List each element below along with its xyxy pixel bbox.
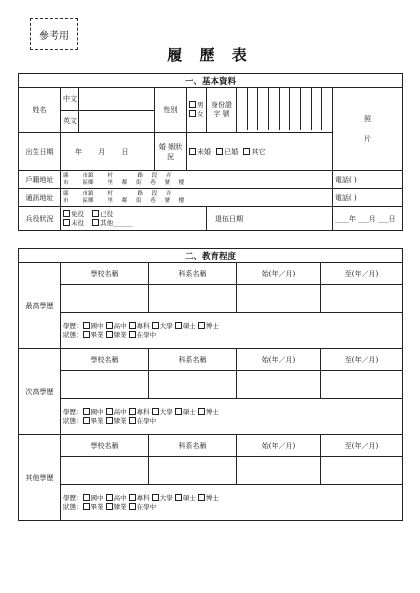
exempt-checkbox[interactable] bbox=[63, 210, 70, 217]
degree-checkbox[interactable] bbox=[175, 408, 182, 415]
birth-date-field[interactable]: 年 月 日 bbox=[61, 133, 155, 171]
col-dept-header: 科系名稱 bbox=[149, 349, 237, 371]
married-checkbox[interactable] bbox=[216, 148, 223, 155]
degree-label: 國中 bbox=[90, 407, 104, 416]
degree-label: 博士 bbox=[205, 493, 219, 502]
degree-checkbox[interactable] bbox=[175, 494, 182, 501]
household-address-label: 戶籍地址 bbox=[19, 171, 61, 189]
military-label: 兵役狀況 bbox=[19, 207, 61, 231]
col-school-header: 學校名稱 bbox=[61, 349, 149, 371]
col-end-header: 至(年／月) bbox=[321, 349, 403, 371]
dept-field[interactable] bbox=[149, 285, 237, 313]
school-field[interactable] bbox=[61, 457, 149, 485]
status-prefix: 狀態： bbox=[63, 502, 83, 511]
col-school-header: 學校名稱 bbox=[61, 263, 149, 285]
degree-label: 專科 bbox=[136, 493, 150, 502]
status-label: 畢業 bbox=[90, 416, 104, 425]
degree-checkbox[interactable] bbox=[198, 322, 205, 329]
status-checkbox[interactable] bbox=[83, 331, 90, 338]
col-end-header: 至(年／月) bbox=[321, 263, 403, 285]
dept-field[interactable] bbox=[149, 371, 237, 399]
education-table bbox=[18, 248, 403, 521]
id-number-boxes[interactable] bbox=[237, 88, 333, 133]
school-field[interactable] bbox=[61, 285, 149, 313]
mailing-phone-field[interactable]: 電話( ) bbox=[333, 189, 403, 207]
gender-options bbox=[187, 88, 207, 133]
degree-checkbox[interactable] bbox=[129, 494, 136, 501]
degree-label: 專科 bbox=[136, 321, 150, 330]
degree-checkbox[interactable] bbox=[152, 408, 159, 415]
id-digit-grid bbox=[237, 88, 332, 132]
start-field[interactable] bbox=[237, 371, 321, 399]
degree-prefix: 學歷： bbox=[63, 321, 83, 330]
end-field[interactable] bbox=[321, 371, 403, 399]
page-title: 履 歷 表 bbox=[167, 46, 253, 64]
english-name-field[interactable] bbox=[79, 110, 155, 133]
english-label: 英文 bbox=[61, 110, 79, 133]
degree-checkbox[interactable] bbox=[152, 494, 159, 501]
marriage-label: 婚 姻狀 況 bbox=[155, 133, 187, 171]
degree-label: 博士 bbox=[205, 407, 219, 416]
degree-checkbox[interactable] bbox=[198, 494, 205, 501]
status-prefix: 狀態： bbox=[63, 416, 83, 425]
school-field[interactable] bbox=[61, 371, 149, 399]
degree-prefix: 學歷： bbox=[63, 493, 83, 502]
section-education-heading: 二、教育程度 bbox=[19, 249, 403, 263]
status-checkbox[interactable] bbox=[129, 417, 136, 424]
status-checkbox[interactable] bbox=[106, 417, 113, 424]
status-checkbox[interactable] bbox=[83, 503, 90, 510]
not-served-checkbox[interactable] bbox=[63, 219, 70, 226]
degree-label: 碩士 bbox=[182, 407, 196, 416]
status-label: 在學中 bbox=[136, 330, 157, 339]
status-label: 畢業 bbox=[90, 502, 104, 511]
chinese-name-field[interactable] bbox=[79, 88, 155, 111]
status-checkbox[interactable] bbox=[106, 331, 113, 338]
id-label: 身份證字 號 bbox=[207, 88, 237, 133]
start-field[interactable] bbox=[237, 457, 321, 485]
degree-label: 博士 bbox=[205, 321, 219, 330]
end-field[interactable] bbox=[321, 457, 403, 485]
status-label: 肄業 bbox=[113, 416, 127, 425]
basic-info-table bbox=[18, 73, 403, 231]
male-option[interactable]: 男 bbox=[189, 101, 204, 110]
degree-checkbox[interactable] bbox=[129, 408, 136, 415]
col-dept-header: 科系名稱 bbox=[149, 263, 237, 285]
col-dept-header: 科系名稱 bbox=[149, 435, 237, 457]
degree-status-options bbox=[61, 399, 403, 435]
status-label: 畢業 bbox=[90, 330, 104, 339]
status-label: 肄業 bbox=[113, 330, 127, 339]
col-start-header: 始(年／月) bbox=[237, 263, 321, 285]
male-checkbox[interactable] bbox=[189, 101, 196, 108]
chinese-label: 中文 bbox=[61, 88, 79, 111]
col-end-header: 至(年／月) bbox=[321, 435, 403, 457]
col-start-header: 始(年／月) bbox=[237, 349, 321, 371]
status-prefix: 狀態： bbox=[63, 330, 83, 339]
status-label: 在學中 bbox=[136, 502, 157, 511]
name-label: 姓名 bbox=[19, 88, 61, 133]
degree-checkbox[interactable] bbox=[106, 494, 113, 501]
degree-status-options bbox=[61, 313, 403, 349]
military-options: 免役 已役 未役 其他______ bbox=[61, 207, 207, 231]
degree-label: 高中 bbox=[113, 407, 127, 416]
degree-label: 專科 bbox=[136, 407, 150, 416]
female-option[interactable]: 女 bbox=[189, 110, 204, 119]
edu-row-label: 最高學歷 bbox=[19, 263, 61, 349]
degree-status-options bbox=[61, 485, 403, 521]
degree-checkbox[interactable] bbox=[83, 408, 90, 415]
military-other-checkbox[interactable] bbox=[92, 219, 99, 226]
degree-checkbox[interactable] bbox=[175, 322, 182, 329]
end-field[interactable] bbox=[321, 285, 403, 313]
edu-row-label: 其他學歷 bbox=[19, 435, 61, 521]
dept-field[interactable] bbox=[149, 457, 237, 485]
degree-label: 高中 bbox=[113, 493, 127, 502]
degree-checkbox[interactable] bbox=[152, 322, 159, 329]
start-field[interactable] bbox=[237, 285, 321, 313]
degree-label: 碩士 bbox=[182, 321, 196, 330]
discharge-label: 退伍日期 bbox=[215, 214, 243, 223]
served-checkbox[interactable] bbox=[92, 210, 99, 217]
degree-checkbox[interactable] bbox=[106, 322, 113, 329]
marriage-options bbox=[187, 133, 333, 171]
degree-label: 大學 bbox=[159, 493, 173, 502]
photo-box: 照 片 bbox=[333, 88, 403, 171]
degree-label: 大學 bbox=[159, 407, 173, 416]
status-label: 在學中 bbox=[136, 416, 157, 425]
degree-checkbox[interactable] bbox=[83, 322, 90, 329]
other-checkbox[interactable] bbox=[243, 148, 250, 155]
status-checkbox[interactable] bbox=[83, 417, 90, 424]
degree-label: 國中 bbox=[90, 493, 104, 502]
other-label: 其它 bbox=[251, 147, 266, 156]
unmarried-label: 未婚 bbox=[197, 147, 211, 156]
degree-checkbox[interactable] bbox=[106, 408, 113, 415]
status-checkbox[interactable] bbox=[129, 503, 136, 510]
mailing-address-field[interactable]: 縣 市鎮 村 路 段 弄 市 區鄉 里 鄰 街 巷 號 樓 bbox=[61, 189, 333, 207]
reference-stamp: 參考用 bbox=[30, 18, 78, 50]
unmarried-checkbox[interactable] bbox=[189, 148, 196, 155]
status-checkbox[interactable] bbox=[106, 503, 113, 510]
birth-label: 出生日期 bbox=[19, 133, 61, 171]
degree-label: 國中 bbox=[90, 321, 104, 330]
mailing-address-label: 通訊地址 bbox=[19, 189, 61, 207]
female-checkbox[interactable] bbox=[189, 110, 196, 117]
section-basic-heading: 一、基本資料 bbox=[19, 74, 403, 88]
col-start-header: 始(年／月) bbox=[237, 435, 321, 457]
edu-row-label: 次高學歷 bbox=[19, 349, 61, 435]
degree-prefix: 學歷： bbox=[63, 407, 83, 416]
degree-checkbox[interactable] bbox=[129, 322, 136, 329]
degree-label: 高中 bbox=[113, 321, 127, 330]
married-label: 已婚 bbox=[224, 147, 239, 156]
status-label: 肄業 bbox=[113, 502, 127, 511]
discharge-cell bbox=[207, 207, 333, 231]
gender-label: 性別 bbox=[155, 88, 187, 133]
col-school-header: 學校名稱 bbox=[61, 435, 149, 457]
status-checkbox[interactable] bbox=[129, 331, 136, 338]
degree-checkbox[interactable] bbox=[198, 408, 205, 415]
degree-checkbox[interactable] bbox=[83, 494, 90, 501]
degree-label: 碩士 bbox=[182, 493, 196, 502]
household-address-field[interactable]: 縣 市鎮 村 路 段 弄 市 區鄉 里 鄰 街 巷 號 樓 bbox=[61, 171, 333, 189]
discharge-date-field[interactable]: ____年 ___月 ___日 bbox=[333, 207, 403, 231]
degree-label: 大學 bbox=[159, 321, 173, 330]
household-phone-field[interactable]: 電話( ) bbox=[333, 171, 403, 189]
